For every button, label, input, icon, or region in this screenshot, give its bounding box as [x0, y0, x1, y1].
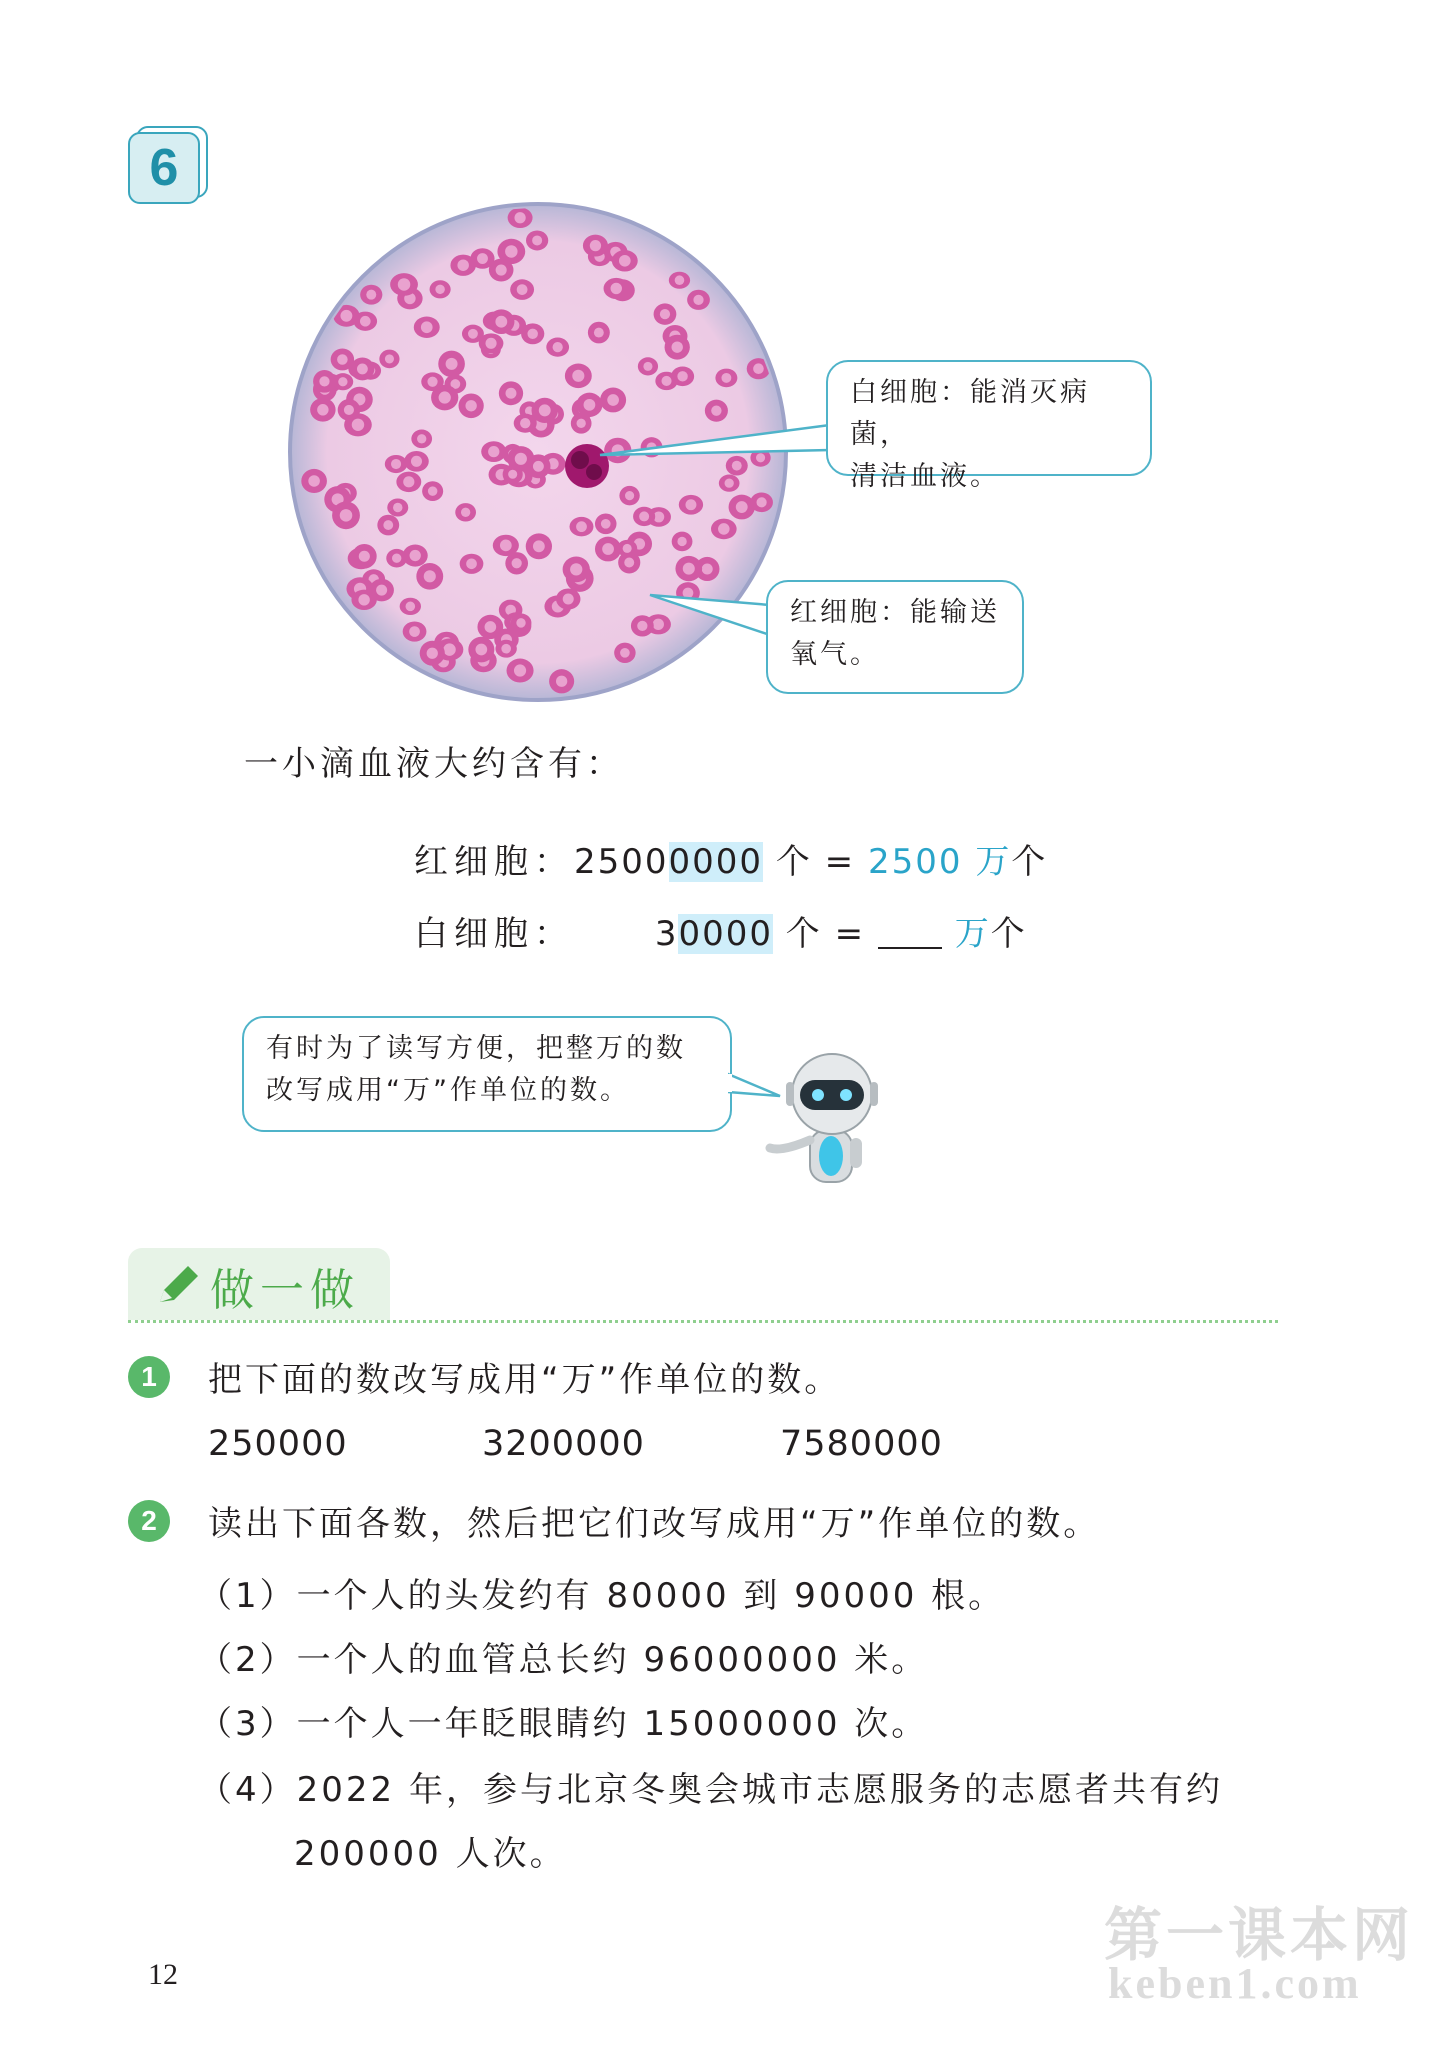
red-blood-cell-center — [611, 283, 622, 294]
red-blood-cell-center — [514, 212, 525, 223]
white-cell-number-highlight: 0000 — [678, 914, 773, 954]
red-blood-cell-center — [495, 316, 507, 328]
red-blood-cell-center — [443, 643, 455, 655]
red-blood-cell-center — [532, 235, 542, 245]
red-blood-cell-center — [643, 362, 652, 371]
red-blood-cell-center — [677, 371, 687, 381]
practice-title: 做一做 — [210, 1265, 360, 1316]
red-blood-cell-center — [383, 520, 393, 530]
robot-tip-line2: 改写成用“万”作单位的数。 — [266, 1075, 630, 1106]
question-2-item-2: （2）一个人的血管总长约 96000000 米。 — [198, 1640, 929, 1680]
red-cell-equation — [414, 834, 1047, 883]
red-blood-cell-center — [360, 316, 371, 327]
red-blood-cell-center — [366, 290, 376, 300]
red-blood-cell-center — [427, 648, 438, 659]
red-cell-unit: 个 = — [775, 842, 856, 882]
red-blood-cell-center — [533, 461, 544, 472]
red-blood-cell-center — [308, 475, 320, 487]
red-blood-cell-center — [465, 400, 476, 411]
page-number: 12 — [148, 1958, 178, 1991]
red-blood-cell-center — [721, 373, 731, 383]
red-blood-cell-center — [417, 434, 426, 443]
red-blood-cell-center — [485, 621, 497, 633]
practice-divider — [128, 1320, 1278, 1323]
red-blood-cell-center — [501, 644, 511, 654]
red-blood-cell-center — [376, 585, 387, 596]
red-blood-cell-center — [424, 570, 436, 582]
red-cell-tail: 个 — [1011, 842, 1048, 882]
watermark-line1: 第一课本网 — [1104, 1901, 1415, 1969]
question-2-item-4: （4）2022 年，参与北京冬奥会城市志愿服务的志愿者共有约 — [198, 1770, 1223, 1810]
red-blood-cell-center — [515, 453, 527, 465]
intro-text: 一小滴血液大约含有： — [244, 744, 624, 784]
red-blood-cell-center — [563, 593, 574, 604]
pencil-icon — [152, 1262, 202, 1308]
white-cell-label: 白细胞： — [414, 914, 574, 954]
red-blood-cell-center — [391, 459, 401, 469]
red-cell-wan: 万 — [975, 842, 1012, 882]
question-1-text: 把下面的数改写成用“万”作单位的数。 — [208, 1360, 842, 1400]
red-blood-cell-center — [590, 240, 601, 251]
red-blood-cell-center — [553, 342, 563, 352]
red-cell-callout-line1: 红细胞：能输送 — [790, 597, 1000, 628]
red-blood-cell-center — [520, 418, 530, 428]
red-blood-cell-center — [392, 554, 401, 563]
red-cell-callout-line2: 氧气。 — [790, 639, 880, 670]
red-blood-cell-center — [340, 509, 353, 522]
red-blood-cell-center — [475, 644, 487, 656]
red-blood-cell-center — [385, 354, 394, 363]
red-blood-cell-center — [359, 551, 370, 562]
red-blood-cell-center — [572, 370, 584, 382]
red-blood-cell-center — [468, 329, 478, 339]
red-cell-number-highlight: 0000 — [668, 842, 764, 882]
red-blood-cell-center — [439, 391, 451, 403]
watermark-line2: keben1.com — [1108, 1959, 1362, 2008]
robot-tip-bubble — [242, 1016, 732, 1132]
red-cell-callout — [766, 580, 1024, 694]
red-blood-cell-center — [505, 245, 518, 258]
red-blood-cell-center — [533, 540, 545, 552]
question-1-number: 1 — [128, 1356, 170, 1398]
white-cell-callout — [826, 360, 1152, 492]
red-blood-cell-center — [393, 503, 402, 512]
red-blood-cell-center — [398, 278, 411, 291]
question-2-item-1: （1）一个人的头发约有 80000 到 90000 根。 — [198, 1576, 1006, 1616]
question-1-value-3: 7580000 — [780, 1424, 943, 1464]
red-blood-cell-center — [512, 558, 522, 568]
white-cell-callout-line1: 白细胞：能消灭病菌， — [850, 377, 1090, 450]
red-blood-cell-center — [357, 364, 368, 375]
red-blood-cell-center — [516, 618, 525, 627]
question-1-value-1: 250000 — [208, 1424, 348, 1464]
red-cell-number-plain: 2500 — [574, 842, 669, 882]
white-cell-wan: 万 — [954, 914, 991, 954]
red-blood-cell-center — [421, 321, 433, 333]
red-blood-cell-center — [319, 376, 329, 386]
red-blood-cell-center — [661, 376, 671, 386]
red-blood-cell-center — [411, 456, 422, 467]
red-blood-cell-center — [428, 486, 437, 495]
robot-icon — [762, 1044, 902, 1184]
red-blood-cell-center — [337, 354, 348, 365]
red-blood-cell-center — [488, 446, 499, 457]
red-blood-cell-center — [594, 328, 604, 338]
question-2-text: 读出下面各数，然后把它们改写成用“万”作单位的数。 — [208, 1504, 1101, 1544]
red-blood-cell-center — [672, 341, 683, 352]
red-blood-cell-center — [753, 363, 764, 374]
red-blood-cell-center — [457, 260, 468, 271]
red-blood-cell-center — [410, 550, 421, 561]
white-cell-tail: 个 — [990, 914, 1027, 954]
white-cell-answer-blank[interactable] — [878, 913, 942, 949]
red-blood-cell-center — [619, 255, 631, 267]
red-blood-cell-center — [406, 602, 416, 612]
red-blood-cell-center — [338, 377, 347, 386]
red-blood-cell-center — [675, 275, 685, 285]
red-blood-cell-center — [352, 419, 364, 431]
red-blood-cell-center — [500, 540, 512, 552]
question-2-item-3: （3）一个人一年眨眼睛约 15000000 次。 — [198, 1704, 929, 1744]
white-cell-callout-line2: 清洁血液。 — [850, 461, 1000, 492]
question-2-item-4-continued: 200000 人次。 — [294, 1834, 567, 1874]
red-blood-cell-center — [508, 470, 517, 479]
red-cell-label: 红细胞： — [414, 842, 574, 882]
red-cell-result: 2500 — [867, 842, 963, 882]
red-blood-cell-center — [517, 284, 528, 295]
red-blood-cell-center — [660, 309, 670, 319]
red-blood-cell-center — [409, 626, 420, 637]
red-blood-cell-center — [485, 338, 496, 349]
red-blood-cell-center — [461, 508, 470, 517]
red-blood-cell-center — [477, 253, 488, 264]
red-blood-cell-center — [446, 358, 458, 370]
question-1-value-2: 3200000 — [482, 1424, 645, 1464]
red-blood-cell-center — [427, 377, 437, 387]
red-blood-cell-center — [556, 676, 567, 687]
white-cell-unit: 个 = — [785, 914, 866, 954]
question-2-number: 2 — [128, 1500, 170, 1542]
red-blood-cell-center — [539, 404, 551, 416]
red-blood-cell-center — [496, 264, 507, 275]
red-blood-cell-center — [693, 295, 703, 305]
red-blood-cell-center — [340, 310, 352, 322]
red-blood-cell-center — [506, 388, 517, 399]
white-cell-number-plain: 3 — [654, 914, 679, 954]
red-blood-cell-center — [435, 285, 445, 295]
red-blood-cell-center — [466, 558, 477, 569]
lesson-number-badge: 6 — [128, 132, 200, 204]
red-blood-cell-center — [358, 594, 369, 605]
white-cell-equation — [414, 906, 1027, 955]
red-blood-cell-center — [344, 405, 354, 415]
red-blood-cell-center — [403, 476, 414, 487]
robot-tip-line1: 有时为了读写方便，把整万的数 — [266, 1033, 686, 1064]
red-blood-cell-center — [527, 329, 537, 339]
red-blood-cell-center — [317, 404, 328, 415]
red-blood-cell-center — [514, 664, 526, 676]
